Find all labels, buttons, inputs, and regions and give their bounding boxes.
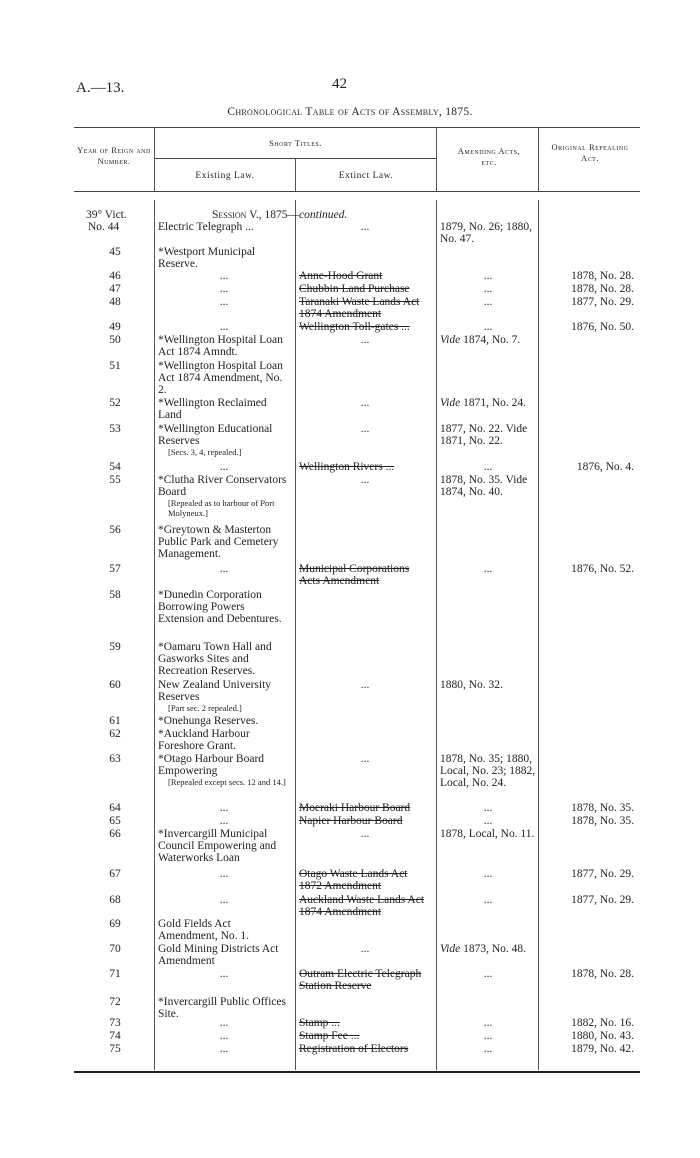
existing-law: Gold Fields Act Amendment, No. 1. (158, 918, 250, 942)
row-number: 68 (109, 894, 121, 906)
row-number: 73 (109, 1017, 121, 1029)
existing-law-note: [Secs. 3, 4, repealed.] (168, 447, 242, 457)
existing-law: ... (219, 283, 229, 295)
repealing-act: 1880, No. 43. (571, 1030, 634, 1042)
amending-acts: ... (483, 1030, 493, 1042)
existing-law: ... (219, 815, 229, 827)
row-number: 62 (109, 728, 121, 740)
repealing-act: 1876, No. 4. (576, 461, 634, 473)
extinct-law: Stamp ... (299, 1017, 340, 1029)
existing-law: *Otago Harbour Board Empowering [Repealed except secs. 12 and 14.] (158, 753, 290, 787)
existing-law: ... (219, 461, 229, 473)
existing-law: *Wellington Hospital Loan Act 1874 Amndt. (158, 334, 283, 358)
row-number: 64 (109, 802, 121, 814)
table-title: Chronological Table of Acts of Assembly, 1875. (227, 106, 473, 118)
row-number: 48 (109, 296, 121, 308)
existing-law: *Wellington Reclaimed Land (158, 397, 267, 421)
extinct-law: Municipal Corporations Acts Amendment (299, 563, 410, 587)
body-divider-4 (538, 200, 539, 1070)
page-number: 42 (332, 76, 347, 92)
existing-law: Gold Mining Districts Act Amendment (158, 943, 279, 967)
repealing-act: 1878, No. 28. (571, 283, 634, 295)
extinct-law: Outram Electric Telegraph Station Reserve (299, 968, 422, 992)
row-number: 63 (109, 753, 121, 765)
extinct-law: Chubbin Land Purchase (299, 283, 410, 295)
amending-acts: ... (483, 802, 493, 814)
row-number: 56 (109, 524, 121, 536)
amending-acts: ... (483, 563, 493, 575)
body-divider-3 (436, 200, 437, 1070)
row-number: 69 (109, 918, 121, 930)
repealing-act: 1879, No. 42. (571, 1043, 634, 1055)
existing-law: *Invercargill Public Offices Site. (158, 996, 286, 1020)
col-header-existing: Existing Law. (195, 171, 255, 181)
body-divider-2 (295, 200, 296, 1070)
row-number: 65 (109, 815, 121, 827)
repealing-act: 1878, No. 28. (571, 270, 634, 282)
extinct-law: Napier Harbour Board (299, 815, 403, 827)
repealing-act: 1878, No. 35. (571, 815, 634, 827)
col-divider-3 (436, 128, 437, 191)
col-header-extinct: Extinct Law. (338, 171, 394, 181)
existing-law: *Westport Municipal Reserve. (158, 246, 256, 270)
amending-acts: 1880, No. 32. (440, 679, 503, 691)
row-number: 71 (109, 968, 121, 980)
extinct-law: ... (360, 753, 370, 765)
row-number: 72 (109, 996, 121, 1008)
col-header-amending: Amending Acts, etc. (457, 146, 521, 167)
row-number: 57 (109, 563, 121, 575)
amending-acts: ... (483, 283, 493, 295)
repealing-act: 1877, No. 29. (571, 296, 634, 308)
repealing-act: 1877, No. 29. (571, 894, 634, 906)
extinct-law: Moeraki Harbour Board (299, 802, 411, 814)
row-number: 58 (109, 589, 121, 601)
amending-acts: ... (483, 868, 493, 880)
amending-acts: Vide 1873, No. 48. (440, 943, 527, 955)
existing-law: ... (219, 563, 229, 575)
row-number: No. 44 (88, 221, 120, 233)
amending-acts: 1877, No. 22. Vide 1871, No. 22. (440, 423, 528, 447)
row-number: 54 (109, 461, 121, 473)
existing-law: ... (219, 296, 229, 308)
existing-law: ... (219, 802, 229, 814)
existing-law: *Wellington Hospital Loan Act 1874 Amendment, No. 2. (158, 360, 283, 396)
row-number: 45 (109, 246, 121, 258)
extinct-law: Auckland Waste Lands Act 1874 Amendment (299, 894, 425, 918)
repealing-act: 1876, No. 52. (571, 563, 634, 575)
existing-law: ... (219, 868, 229, 880)
col-divider-4 (538, 128, 539, 191)
row-number: 59 (109, 641, 121, 653)
row-number: 66 (109, 828, 121, 840)
existing-law: *Onehunga Reserves. (158, 715, 259, 727)
table-bottom-rule (74, 1071, 640, 1073)
extinct-law: ... (360, 679, 370, 691)
extinct-law: Registration of Electors (299, 1043, 409, 1055)
extinct-law: ... (360, 397, 370, 409)
row-number: 52 (109, 397, 121, 409)
table-top-rule (74, 127, 640, 128)
row-number: 50 (109, 334, 121, 346)
extinct-law: ... (360, 474, 370, 486)
row-number: 49 (109, 321, 121, 333)
amending-acts: ... (483, 968, 493, 980)
row-number: 46 (109, 270, 121, 282)
existing-law: Electric Telegraph ... (158, 221, 254, 233)
extinct-law: ... (360, 221, 370, 233)
row-number: 55 (109, 474, 121, 486)
amending-acts: ... (483, 321, 493, 333)
session-continued: continued. (299, 209, 348, 221)
row-number: 74 (109, 1030, 121, 1042)
repealing-act: 1882, No. 16. (571, 1017, 634, 1029)
amending-acts: Vide 1874, No. 7. (440, 334, 521, 346)
extinct-law: Stamp Fee ... (299, 1030, 360, 1042)
existing-law: ... (219, 1030, 229, 1042)
amending-acts: Vide 1871, No. 24. (440, 397, 527, 409)
col-header-repealing: Original Repealing Act. (551, 142, 629, 163)
existing-law-note: [Repealed except secs. 12 and 14.] (168, 777, 286, 787)
amending-acts: 1878, Local, No. 11. (440, 828, 535, 840)
existing-law: *Invercargill Municipal Council Empowering and Waterworks Loan (158, 828, 277, 864)
existing-law: ... (219, 1017, 229, 1029)
existing-law: ... (219, 1043, 229, 1055)
repealing-act: 1877, No. 29. (571, 868, 634, 880)
extinct-law: Otago Waste Lands Act 1872 Amendment (299, 868, 408, 892)
amending-acts: 1878, No. 35; 1880, Local, No. 23; 1882, Local, No. 24. (440, 753, 536, 789)
existing-law-note: [Part sec. 2 repealed.] (168, 703, 242, 713)
amending-acts: ... (483, 1017, 493, 1029)
row-number: 61 (109, 715, 121, 727)
existing-law: *Clutha River Conservators Board [Repealed as to harbour of Port Molyneux.] (158, 474, 290, 518)
body-divider-1 (154, 200, 155, 1070)
existing-law: *Oamaru Town Hall and Gasworks Sites and Recreation Reserves. (158, 641, 272, 677)
row-number: 51 (109, 360, 121, 372)
row-number: 70 (109, 943, 121, 955)
row-number: 53 (109, 423, 121, 435)
row-number: 67 (109, 868, 121, 880)
repealing-act: 1876, No. 50. (571, 321, 634, 333)
amending-acts: ... (483, 1043, 493, 1055)
extinct-law: ... (360, 423, 370, 435)
row-number: 75 (109, 1043, 121, 1055)
col-header-short-titles: Short Titles. (269, 138, 322, 148)
repealing-act: 1878, No. 35. (571, 802, 634, 814)
amending-acts: ... (483, 461, 493, 473)
existing-law: *Auckland Harbour Foreshore Grant. (158, 728, 250, 752)
session-label: Session V., 1875— (212, 209, 300, 221)
existing-law: ... (219, 894, 229, 906)
amending-acts: ... (483, 894, 493, 906)
amending-acts: ... (483, 296, 493, 308)
extinct-law: ... (360, 943, 370, 955)
row-number: 47 (109, 283, 121, 295)
existing-law: *Greytown & Masterton Public Park and Cemetery Management. (158, 524, 279, 560)
document-ref: A.—13. (76, 80, 125, 96)
existing-law: *Wellington Educational Reserves [Secs. 3, 4, repealed.] (158, 423, 290, 457)
extinct-law: Taranaki Waste Lands Act 1874 Amendment (299, 296, 420, 320)
amending-acts: ... (483, 270, 493, 282)
extinct-law: ... (360, 828, 370, 840)
extinct-law: Wellington Rivers ... (299, 461, 395, 473)
col-header-year: Year of Reign and Number. (77, 145, 151, 166)
existing-law: *Dunedin Corporation Borrowing Powers Extension and Debentures. (158, 589, 282, 625)
extinct-law: Wellington Toll-gates ... (299, 321, 410, 333)
extinct-law: Anne-Hood Grant (299, 270, 383, 282)
existing-law: ... (219, 270, 229, 282)
amending-acts: 1879, No. 26; 1880, No. 47. (440, 221, 532, 245)
session-heading (212, 209, 347, 221)
existing-law: ... (219, 321, 229, 333)
extinct-law: ... (360, 334, 370, 346)
amending-acts: 1878, No. 35. Vide 1874, No. 40. (440, 474, 528, 498)
row-number: 60 (109, 679, 121, 691)
existing-law-note: [Repealed as to harbour of Port Molyneux.] (168, 498, 275, 518)
existing-law: New Zealand University Reserves [Part sec. 2 repealed.] (158, 679, 290, 713)
reign-label: 39° Vict. (86, 209, 127, 221)
amending-acts: ... (483, 815, 493, 827)
repealing-act: 1878, No. 28. (571, 968, 634, 980)
header-bottom-rule (74, 191, 640, 192)
existing-law: ... (219, 968, 229, 980)
